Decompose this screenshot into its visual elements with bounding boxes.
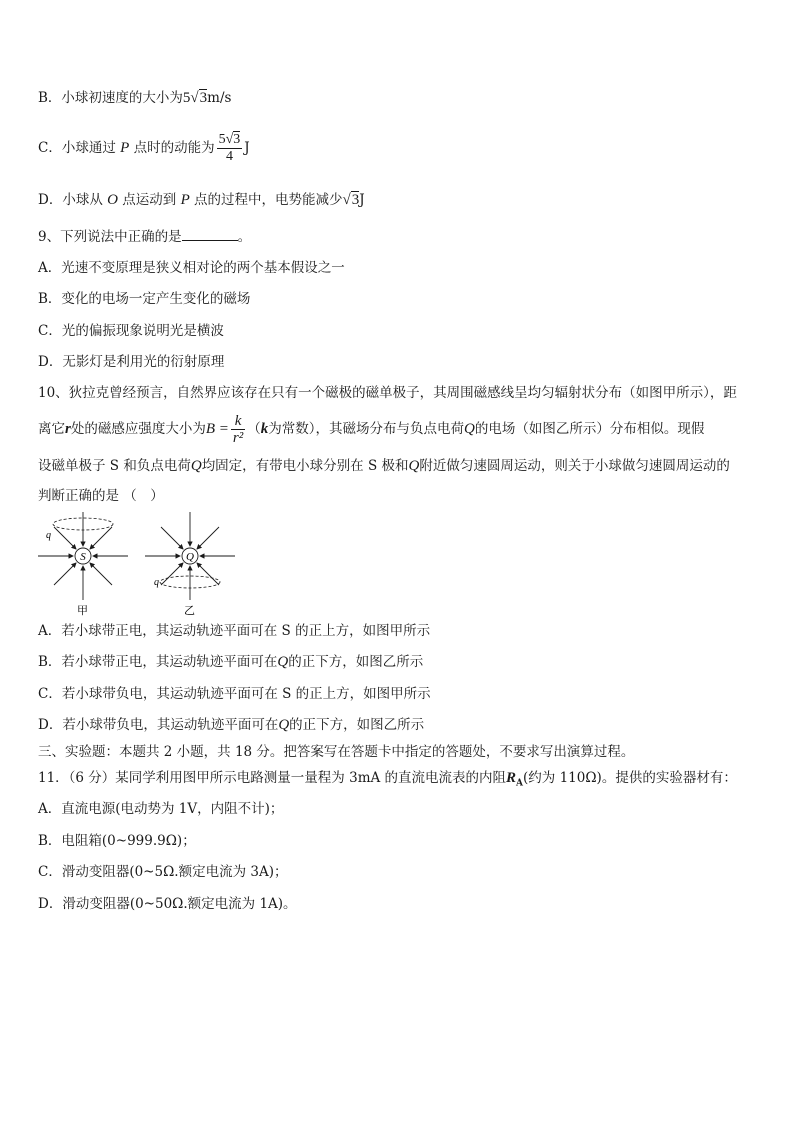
q10-option-d-post: 的正下方，如图乙所示	[289, 717, 425, 733]
q10-line3-c: 附近做匀速圆周运动，则关于小球做匀速圆周运动的	[419, 458, 730, 474]
figure-jia	[38, 512, 128, 600]
q11-stem-suffix: (约为 110Ω)。提供的实验器材有：	[523, 770, 737, 786]
q10-figure	[30, 512, 245, 616]
q10-line3-a: 设磁单极子 S 和负点电荷	[38, 458, 191, 474]
q9-stem-suffix: 。	[237, 229, 252, 245]
q10-option-d	[38, 715, 424, 735]
q8-option-c-unit: J	[244, 140, 250, 156]
figure-jia-q-label: q	[46, 530, 51, 541]
q10-stem-line2	[38, 410, 704, 448]
q8-option-b-radicand: 3	[199, 90, 208, 106]
q8-option-d-radicand: 3	[351, 192, 360, 208]
q8-option-d-var1: O	[107, 192, 118, 208]
q10-option-a	[38, 621, 430, 641]
q8-option-d-value: √3	[342, 192, 360, 208]
q10-stem-line3	[38, 456, 730, 476]
q10-option-d-var: Q	[278, 717, 290, 733]
figure-s-label: S	[80, 551, 86, 563]
q8-option-c-num-coef: 5	[218, 132, 226, 147]
q10-option-c-text: C．若小球带负电，其运动轨迹平面可在 S 的正上方，如图甲所示	[38, 686, 431, 702]
q9-option-b: B．变化的电场一定产生变化的磁场	[38, 291, 251, 307]
q11-option-c: C．滑动变阻器(0~5Ω.额定电流为 3A)；	[38, 864, 288, 880]
q10-line3-q1: Q	[190, 458, 202, 474]
q9-stem	[38, 226, 251, 247]
q8-option-c-var: P	[120, 140, 130, 156]
q10-stem-line1: 10、狄拉克曾经预言，自然界应该存在只有一个磁极的磁单极子，其周围磁感线呈均匀辐射状分布（如图甲所示），距	[38, 385, 737, 401]
q10-line2-c: （	[247, 421, 261, 437]
figure-yi	[145, 512, 235, 600]
q10-line2-a: 离它	[38, 421, 65, 437]
q8-option-b-unit: m/s	[207, 90, 232, 106]
q9-stem-text: 9、下列说法中正确的是	[38, 229, 182, 245]
q10-option-c	[38, 684, 431, 704]
q10-line3-b: 均固定，有带电小球分别在 S 极和	[201, 458, 409, 474]
q8-option-c-num-rad: 3	[233, 132, 241, 147]
q10-stem-line4: 判断正确的是 （ ）	[38, 488, 164, 504]
q10-line2-b: 处的磁感应强度大小为	[70, 421, 206, 437]
q10-line3-q2: Q	[408, 458, 420, 474]
q10-formula-lhs: B =	[205, 421, 229, 437]
q10-line2-d: 为常数），其磁场分布与负点电荷	[268, 421, 464, 437]
figure-label-yi: 乙	[184, 604, 195, 616]
q9-option-c: C．光的偏振现象说明光是横波	[38, 323, 224, 339]
q11-stem-text: 11．（6 分）某同学利用图甲所示电路测量一量程为 3mA 的直流电流表的内阻	[38, 770, 507, 786]
q9-option-a: A．光速不变原理是狭义相对论的两个基本假设之一	[38, 260, 345, 276]
q10-formula-den: r²	[232, 430, 244, 446]
q10-var-r: r	[65, 421, 71, 437]
q10-formula-num: k	[231, 413, 245, 430]
q8-option-d-mid1: 点运动到	[122, 192, 177, 208]
q10-option-b-var: Q	[277, 654, 289, 670]
q11-option-a: A．直流电源(电动势为 1V，内阻不计)；	[38, 801, 284, 817]
q10-option-d-text: D．若小球带负电，其运动轨迹平面可在	[38, 717, 279, 733]
q10-option-b	[38, 652, 423, 672]
figure-q-label: Q	[186, 551, 194, 563]
q11-option-d: D．滑动变阻器(0~50Ω.额定电流为 1A)。	[38, 896, 297, 912]
q8-option-b-coef: 5	[182, 90, 191, 106]
q10-var-k: k	[260, 421, 269, 437]
q11-var-r-sub: A	[516, 778, 524, 789]
q11-var-r: R	[506, 770, 517, 786]
q9-answer-blank	[182, 226, 238, 241]
q10-option-b-text: B．若小球带正电，其运动轨迹平面可在	[38, 654, 278, 670]
q8-option-d-unit: J	[359, 192, 365, 208]
q8-option-c	[38, 130, 250, 166]
q9-option-d: D．无影灯是利用光的衍射原理	[38, 354, 225, 370]
q8-option-d	[38, 190, 365, 210]
q8-option-b-value: 5√3	[182, 90, 208, 106]
q8-option-d-mid2: 点的过程中，电势能减少	[194, 192, 343, 208]
q8-option-c-text: C．小球通过	[38, 140, 116, 156]
q8-option-c-mid: 点时的动能为	[133, 140, 215, 156]
q11-option-b: B．电阻箱(0~999.9Ω)；	[38, 833, 196, 849]
q10-option-b-post: 的正下方，如图乙所示	[288, 654, 424, 670]
q8-option-b	[38, 88, 231, 108]
q10-var-q: Q	[463, 421, 475, 437]
q8-option-c-fraction: $\frac{5√3}{4}$	[218, 132, 241, 164]
q8-option-c-den: 4	[225, 149, 233, 164]
q8-option-b-text: B．小球初速度的大小为	[38, 90, 183, 106]
q11-stem	[38, 768, 737, 794]
section3-heading: 三、实验题：本题共 2 小题，共 18 分。把答案写在答题卡中指定的答题处，不要求写出演算过程。	[38, 744, 635, 760]
q8-option-d-var2: P	[180, 192, 190, 208]
q10-option-a-text: A．若小球带正电，其运动轨迹平面可在 S 的正上方，如图甲所示	[38, 623, 431, 639]
figure-label-jia: 甲	[77, 604, 88, 616]
q10-formula-fraction	[231, 413, 245, 446]
figure-yi-q-label: q	[154, 577, 159, 588]
q8-option-d-text: D．小球从	[38, 192, 103, 208]
q10-line2-e: 的电场（如图乙所示）分布相似。现假	[474, 421, 705, 437]
